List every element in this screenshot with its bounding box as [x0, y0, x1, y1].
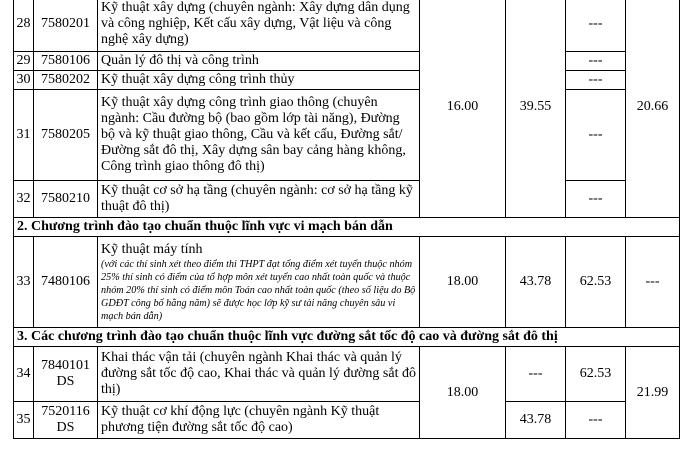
admission-score-table	[13, 0, 680, 439]
row-number: 34	[14, 347, 34, 402]
row-number: 31	[14, 90, 34, 181]
major-name: Kỹ thuật xây dựng (chuyên ngành: Xây dựng dân dụng và công nghiệp, Kết cấu xây dựng, Vật liệu và công nghệ xây dựng)	[98, 0, 420, 52]
major-code: 7580201	[34, 0, 98, 52]
major-code: 7480106	[34, 237, 98, 328]
score-cell: 43.78	[506, 237, 566, 328]
table-row	[14, 0, 680, 52]
score-cell: 43.78	[506, 402, 566, 439]
major-name: Kỹ thuật cơ sở hạ tầng (chuyên ngành: cơ sở hạ tầng kỹ thuật đô thị)	[98, 181, 420, 218]
score-cell: 20.66	[626, 0, 680, 218]
score-cell: ---	[566, 90, 626, 181]
row-number: 30	[14, 71, 34, 90]
table-row	[14, 237, 680, 328]
section-title: 3. Các chương trình đào tạo chuẩn thuộc lĩnh vực đường sắt tốc độ cao và đường sắt đô thị	[14, 328, 680, 347]
table-row	[14, 90, 680, 181]
score-cell: 21.99	[626, 347, 680, 439]
major-code: 7580202	[34, 71, 98, 90]
major-name: Kỹ thuật xây dựng công trình giao thông (chuyên ngành: Cầu đường bộ (bao gồm lớp tài năng), Đường bộ và kỹ thuật giao thông, Cầu và kết cấu, Đường sắt/Đường sắt đô thị, Xây dựng sân bay cảng hàng không, Công trình giao thông đô thị)	[98, 90, 420, 181]
major-code: 7520116 DS	[34, 402, 98, 439]
major-code: 7840101 DS	[34, 347, 98, 402]
score-cell: ---	[566, 52, 626, 71]
score-cell: ---	[506, 347, 566, 402]
score-cell: ---	[566, 71, 626, 90]
score-cell: 16.00	[420, 0, 506, 218]
score-cell: ---	[566, 181, 626, 218]
section-title: 2. Chương trình đào tạo chuẩn thuộc lĩnh vực vi mạch bán dẫn	[14, 218, 680, 237]
major-code: 7580106	[34, 52, 98, 71]
score-cell: ---	[626, 237, 680, 328]
major-name: Khai thác vận tải (chuyên ngành Khai thác và quản lý đường sắt tốc độ cao, Khai thác và quản lý đường sắt đô thị)	[98, 347, 420, 402]
score-cell: ---	[566, 0, 626, 52]
table-row	[14, 52, 680, 71]
major-code: 7580210	[34, 181, 98, 218]
major-code: 7580205	[34, 90, 98, 181]
score-cell: 18.00	[420, 237, 506, 328]
row-number: 33	[14, 237, 34, 328]
major-note: (với các thí sinh xét theo điểm thi THPT đạt tổng điểm xét tuyển thuộc nhóm 25% thí sinh có điểm của tổ hợp môn xét tuyển cao nhất toàn quốc và thuộc nhóm 20% thí sinh có điểm môn Toán cao nhất toàn quốc (theo số liệu do Bộ GDĐT công bố hằng năm) sẽ được học lớp kỹ sư tài năng chuyên sâu vi mạch bán dẫn)	[101, 258, 416, 322]
table-row	[14, 402, 680, 439]
row-number: 28	[14, 0, 34, 52]
major-name: Kỹ thuật cơ khí động lực (chuyên ngành Kỹ thuật phương tiện đường sắt tốc độ cao)	[98, 402, 420, 439]
table-row	[14, 181, 680, 218]
section-header-row	[14, 328, 680, 347]
row-number: 29	[14, 52, 34, 71]
score-cell: 62.53	[566, 347, 626, 402]
score-cell: 39.55	[506, 0, 566, 218]
major-name: Kỹ thuật máy tính	[101, 241, 203, 257]
row-number: 35	[14, 402, 34, 439]
score-cell: 18.00	[420, 347, 506, 439]
major-name: Kỹ thuật xây dựng công trình thủy	[98, 71, 420, 90]
table-row	[14, 71, 680, 90]
row-number: 32	[14, 181, 34, 218]
major-name-cell	[98, 237, 420, 328]
major-name: Quản lý đô thị và công trình	[98, 52, 420, 71]
score-cell: 62.53	[566, 237, 626, 328]
score-cell: ---	[566, 402, 626, 439]
table-row	[14, 347, 680, 402]
section-header-row	[14, 218, 680, 237]
